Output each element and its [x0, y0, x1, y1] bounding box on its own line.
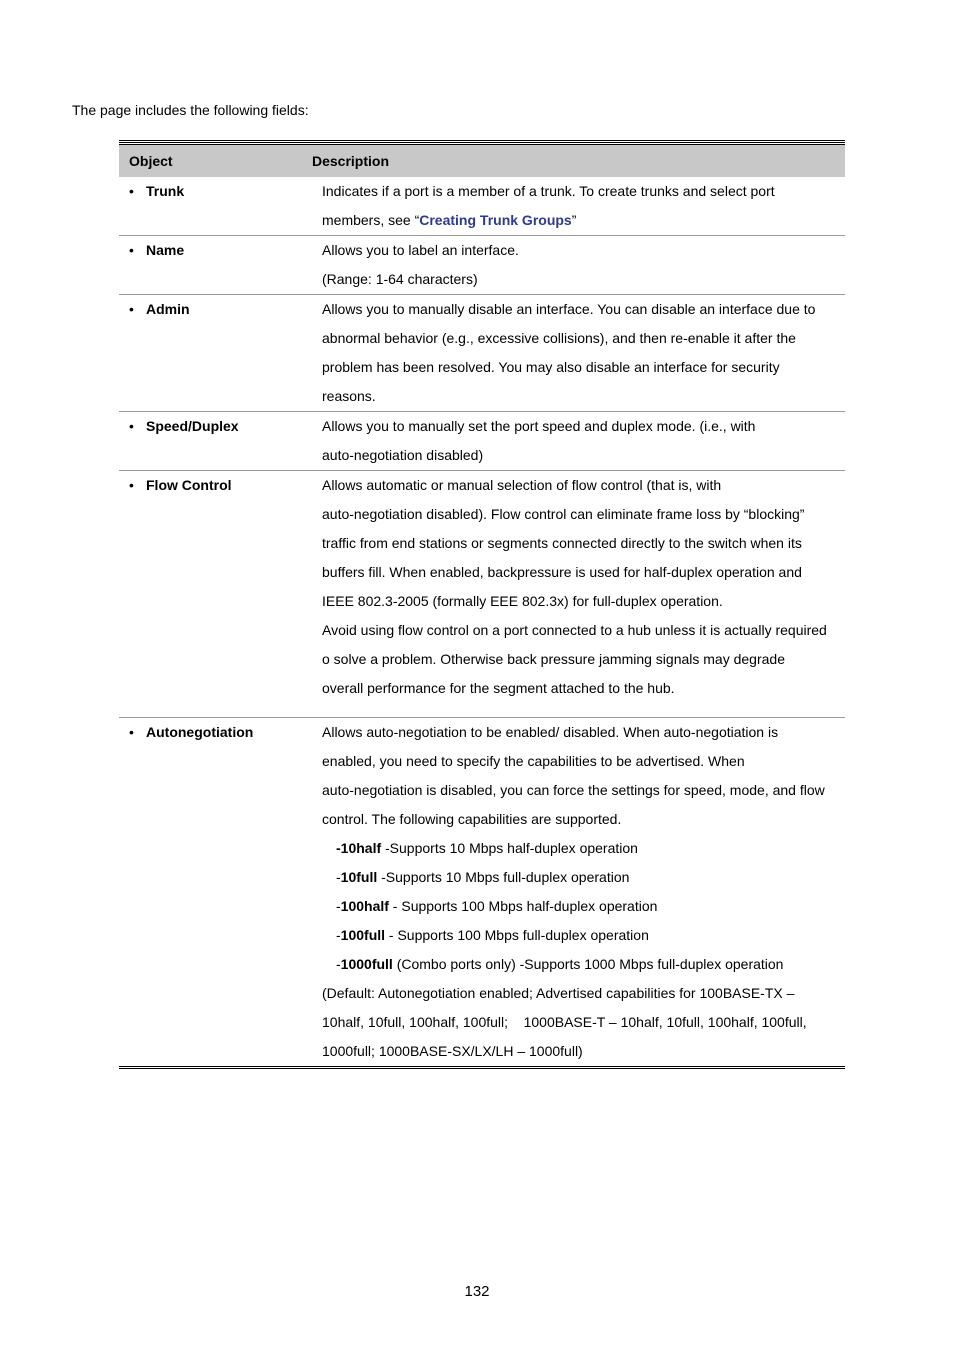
description-line: enabled, you need to specify the capabilities to be advertised. When: [322, 753, 745, 769]
object-name: Trunk: [146, 183, 185, 199]
default-line: 10half, 10full, 100half, 100full; 1000BASE-T – 10half, 10full, 100half, 100full,: [322, 1014, 807, 1030]
description-line: o solve a problem. Otherwise back pressure jamming signals may degrade: [322, 651, 785, 667]
description-line: Allows you to label an interface.: [322, 242, 519, 258]
description-line: Avoid using flow control on a port connected to a hub unless it is actually required: [322, 622, 827, 638]
description-line: overall performance for the segment attached to the hub.: [322, 680, 675, 696]
object-name: Flow Control: [146, 477, 232, 493]
intro-text: The page includes the following fields:: [72, 102, 309, 118]
description-line: Allows you to manually set the port speed and duplex mode. (i.e., with: [322, 418, 756, 434]
default-line: 1000full; 1000BASE-SX/LX/LH – 1000full): [322, 1043, 583, 1059]
bullet-icon: •: [129, 301, 134, 317]
bullet-icon: •: [129, 418, 134, 434]
default-line: (Default: Autonegotiation enabled; Advertised capabilities for 100BASE-TX –: [322, 985, 795, 1001]
description-line: Indicates if a port is a member of a trunk. To create trunks and select port: [322, 183, 775, 199]
fields-table: [119, 140, 845, 1069]
description-line: abnormal behavior (e.g., excessive collisions), and then re-enable it after the: [322, 330, 796, 346]
object-name: Admin: [146, 301, 190, 317]
table-row: [119, 470, 845, 717]
bullet-icon: •: [129, 477, 134, 493]
page-number: 132: [464, 1283, 490, 1300]
header-description: Description: [312, 153, 390, 169]
description-line: traffic from end stations or segments connected directly to the switch when its: [322, 535, 802, 551]
description-line: auto-negotiation disabled): [322, 447, 484, 463]
table-row: [119, 717, 845, 1066]
capability-item: -100full - Supports 100 Mbps full-duplex operation: [336, 927, 649, 943]
description-line: control. The following capabilities are supported.: [322, 811, 622, 827]
description-line: Allows auto-negotiation to be enabled/ disabled. When auto-negotiation is: [322, 724, 779, 740]
description-line: IEEE 802.3-2005 (formally EEE 802.3x) for full-duplex operation.: [322, 593, 723, 609]
table-header: [119, 145, 845, 177]
description-line: auto-negotiation disabled). Flow control can eliminate frame loss by “blocking”: [322, 506, 805, 522]
description-line: (Range: 1-64 characters): [322, 271, 478, 287]
description-line: members, see “Creating Trunk Groups”: [322, 212, 577, 228]
description-line: Allows automatic or manual selection of flow control (that is, with: [322, 477, 722, 493]
table-row: [119, 294, 845, 411]
capability-item: -100half - Supports 100 Mbps half-duplex operation: [336, 898, 658, 914]
description-line: auto-negotiation is disabled, you can force the settings for speed, mode, and flow: [322, 782, 825, 798]
capability-item: -10half -Supports 10 Mbps half-duplex operation: [336, 840, 638, 856]
capability-item: -10full -Supports 10 Mbps full-duplex operation: [336, 869, 630, 885]
header-object: Object: [129, 153, 173, 169]
bullet-icon: •: [129, 242, 134, 258]
bullet-icon: •: [129, 183, 134, 199]
object-name: Name: [146, 242, 185, 258]
description-line: Allows you to manually disable an interface. You can disable an interface due to: [322, 301, 816, 317]
creating-trunk-groups-link[interactable]: Creating Trunk Groups: [419, 212, 572, 228]
capability-item: -1000full (Combo ports only) -Supports 1000 Mbps full-duplex operation: [336, 956, 784, 972]
object-name: Speed/Duplex: [146, 418, 239, 434]
description-line: problem has been resolved. You may also disable an interface for security: [322, 359, 780, 375]
description-line: buffers fill. When enabled, backpressure is used for half-duplex operation and: [322, 564, 802, 580]
table-row: [119, 177, 845, 235]
bullet-icon: •: [129, 724, 134, 740]
description-line: reasons.: [322, 388, 376, 404]
object-name: Autonegotiation: [146, 724, 254, 740]
table-row: [119, 411, 845, 470]
table-row: [119, 235, 845, 294]
